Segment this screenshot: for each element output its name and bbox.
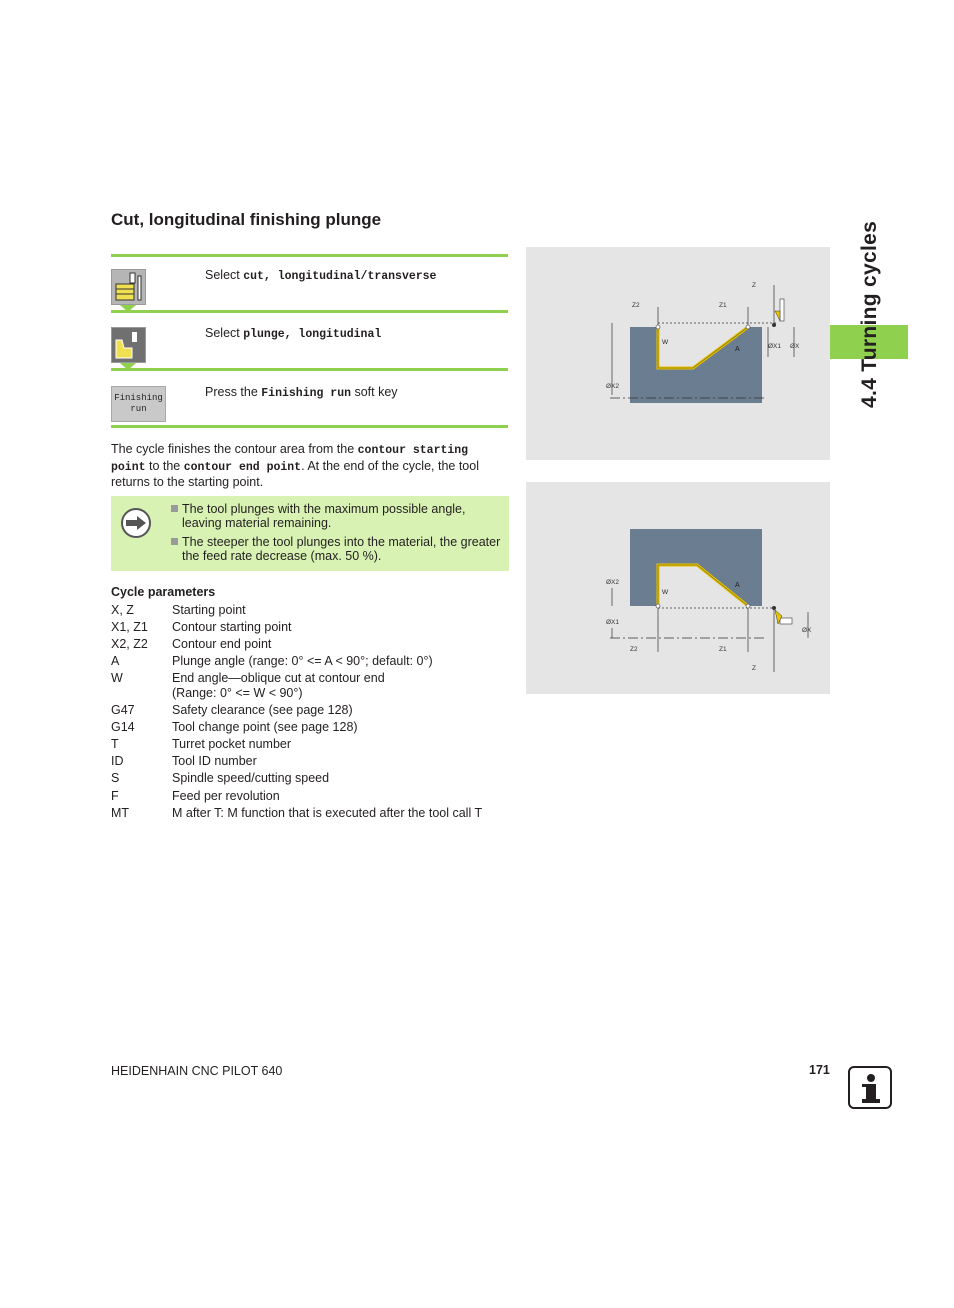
fig2-w-label: W: [662, 589, 669, 596]
fig2-a-label: A: [735, 582, 740, 589]
step-1-code: cut, longitudinal/transverse: [243, 270, 437, 283]
fig2-x-label: ØX: [802, 627, 812, 634]
step-divider: [111, 254, 508, 257]
plunge-cycle-softkey-icon[interactable]: [111, 327, 146, 363]
finishing-run-softkey[interactable]: Finishing run: [111, 386, 166, 422]
step-divider: [111, 425, 508, 428]
step-1-text: Select cut, longitudinal/transverse: [205, 268, 437, 283]
fig1-x1-label: ØX1: [768, 343, 782, 350]
fig2-z2-label: Z2: [630, 646, 638, 653]
page-number: 171: [809, 1063, 830, 1077]
fig2-z-label: Z: [752, 665, 756, 672]
figure-inside-plunge: [526, 482, 830, 694]
step-2-code: plunge, longitudinal: [243, 328, 382, 341]
fig1-a-label: A: [735, 346, 740, 353]
note-box: [111, 496, 509, 571]
fig1-z1-label: Z1: [719, 302, 727, 309]
figure-outside-plunge: [526, 247, 830, 460]
info-icon: [848, 1066, 892, 1109]
step-3-text: Press the Finishing run soft key: [205, 385, 398, 400]
note-item: The steeper the tool plunges into the material, the greater the feed rate decrease (max. 50 %).: [171, 535, 501, 563]
params-heading: Cycle parameters: [111, 585, 216, 599]
note-item: The tool plunges with the maximum possible angle, leaving material remaining.: [171, 502, 501, 530]
fig2-x2-label: ØX2: [606, 579, 620, 586]
step-divider: [111, 368, 508, 371]
fig2-x1-label: ØX1: [606, 619, 620, 626]
fig1-w-label: W: [662, 339, 669, 346]
fig2-z1-label: Z1: [719, 646, 727, 653]
step-divider: [111, 310, 508, 313]
fig1-z2-label: Z2: [632, 302, 640, 309]
cut-cycle-softkey-icon[interactable]: [111, 269, 146, 305]
step-2-text: Select plunge, longitudinal: [205, 326, 382, 341]
intro-paragraph: The cycle finishes the contour area from the contour starting point to the contour end point. At the end of the cycle, the tool returns to the starting point.: [111, 442, 479, 490]
fig1-x-label: ØX: [790, 343, 800, 350]
side-chapter-title: 4.4 Turning cycles: [858, 220, 881, 408]
fig1-z-label: Z: [752, 282, 756, 289]
step-3-code: Finishing run: [261, 387, 351, 400]
arrow-right-icon: [121, 508, 151, 538]
fig1-x2-label: ØX2: [606, 383, 620, 390]
footer-text: HEIDENHAIN CNC PILOT 640: [111, 1064, 283, 1078]
section-title: Cut, longitudinal finishing plunge: [111, 210, 382, 229]
